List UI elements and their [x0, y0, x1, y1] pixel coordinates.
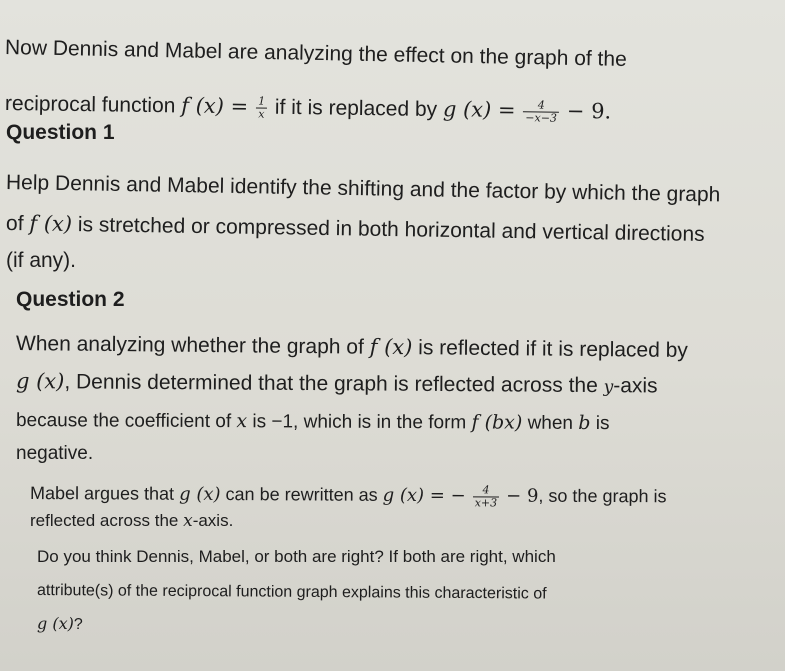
q2-para2-line-2: reflected across the x-axis.: [30, 511, 234, 531]
q2-para3-line-3: g (x)?: [37, 614, 83, 633]
q2-para1-line-3: because the coefficient of x is −1, which is in the form f (bx) when b is: [15, 410, 610, 435]
q1-line-3: (if any).: [6, 249, 77, 272]
intro-line-2: reciprocal function f (x) = $\frac{1}{x}$ if it is replaced by g (x) = $\frac{4}{-x-3}$ − 9.: [4, 92, 612, 125]
question-2-heading: Question 2: [16, 288, 125, 311]
q1-line-2: of f (x) is stretched or compressed in both horizontal and vertical directions: [5, 211, 705, 246]
g-fraction: $\frac{4}{-x-3}$: [523, 99, 559, 124]
q1-line-1: Help Dennis and Mabel identify the shifting and the factor by which the graph: [5, 171, 721, 207]
q2-para1-line-2: g (x), Dennis determined that the graph is reflected across the y-axis: [15, 369, 658, 398]
g-definition: g (x) =: [442, 97, 516, 123]
q2-para2-line-1: Mabel argues that g (x) can be rewritten as g (x) = − $\frac{4}{x+3}$ − 9, so the graph is: [29, 483, 667, 510]
intro-line-1: Now Dennis and Mabel are analyzing the effect on the graph of the: [4, 36, 627, 71]
q2-para3-line-1: Do you think Dennis, Mabel, or both are right? If both are right, which: [37, 547, 556, 566]
question-1-heading: Question 1: [6, 121, 115, 144]
q2-para1-line-4: negative.: [16, 443, 94, 464]
f-definition: f (x) =: [181, 93, 249, 119]
f-fraction: $\frac{1}{x}$: [256, 95, 267, 120]
q2-para1-line-1: When analyzing whether the graph of f (x) is reflected if it is replaced by: [15, 332, 688, 363]
fx-symbol: f (x): [29, 211, 73, 237]
q2-para3-line-2: attribute(s) of the reciprocal function graph explains this characteristic of: [36, 582, 547, 603]
